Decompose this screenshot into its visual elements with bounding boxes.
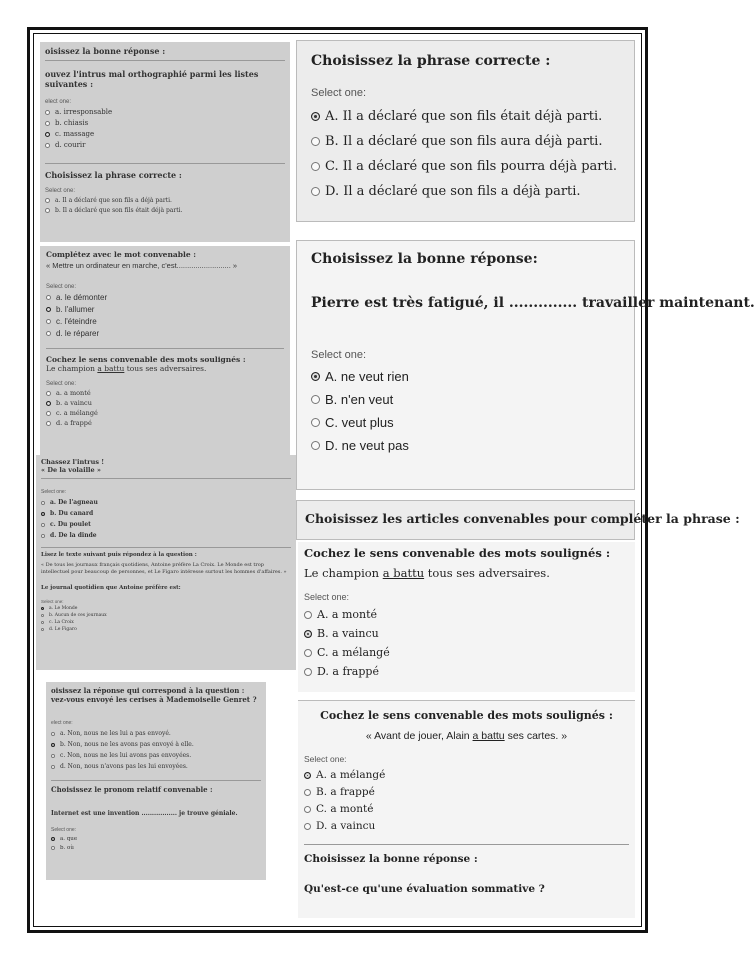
quiz-card-phrase-correcte	[296, 40, 635, 222]
question-text-2: Internet est une invention ................. je trouve géniale.	[51, 810, 238, 817]
question-text-2: Qu'est-ce qu'une évaluation sommative ?	[304, 883, 545, 895]
question-title-2: Choisissez le pronom relatif convenable :	[51, 785, 213, 794]
radio-button[interactable]	[304, 772, 311, 779]
options-list	[45, 108, 285, 149]
radio-button[interactable]	[51, 765, 55, 769]
option-label: a. Il a déclaré que son fils a déjà parti.	[55, 197, 172, 204]
options-list-2	[41, 606, 291, 632]
option-item[interactable]	[45, 119, 285, 127]
radio-button[interactable]	[311, 418, 320, 427]
radio-button[interactable]	[51, 754, 55, 758]
option-item[interactable]	[41, 532, 291, 539]
option-label: A. a mélangé	[316, 769, 386, 781]
option-label: a. De l'agneau	[50, 499, 98, 506]
option-label: D. ne veut pas	[325, 438, 409, 453]
radio-button[interactable]	[51, 732, 55, 736]
option-item[interactable]	[45, 130, 285, 138]
option-label: B. n'en veut	[325, 392, 394, 407]
option-label: B. Il a déclaré que son fils aura déjà parti.	[325, 134, 603, 149]
option-item[interactable]	[311, 109, 620, 124]
question-title: Choisissez la phrase correcte :	[311, 53, 551, 69]
select-one-label: Select one:	[311, 87, 367, 99]
radio-button[interactable]	[46, 411, 51, 416]
question-text: Pierre est très fatigué, il .............. travailler maintenant.	[311, 295, 755, 311]
option-label: C. a monté	[316, 803, 374, 815]
radio-button[interactable]	[311, 137, 320, 146]
option-item[interactable]	[311, 415, 620, 430]
question-title: Cochez le sens convenable des mots soulignés :	[320, 709, 613, 722]
option-item[interactable]	[304, 665, 629, 678]
option-label: b. Non, nous ne les avons pas envoyé à elle.	[60, 741, 194, 748]
radio-button[interactable]	[46, 319, 51, 324]
radio-button[interactable]	[311, 187, 320, 196]
option-item[interactable]	[51, 752, 261, 759]
option-item[interactable]	[304, 769, 629, 781]
radio-button[interactable]	[46, 391, 51, 396]
radio-button[interactable]	[41, 621, 44, 624]
question-title: oisissez la réponse qui correspond à la question :	[51, 686, 245, 695]
radio-button[interactable]	[45, 143, 50, 148]
quiz-card-chassez-intrus	[36, 455, 296, 670]
option-label: C. a mélangé	[317, 646, 390, 659]
radio-button[interactable]	[51, 743, 55, 747]
options-list	[304, 608, 629, 678]
option-label: d. Non, nous n'avons pas les lui envoyées.	[60, 763, 188, 770]
select-one-label-2: Select one:	[51, 827, 77, 833]
option-item[interactable]	[46, 419, 284, 427]
option-item[interactable]	[41, 499, 291, 506]
radio-button[interactable]	[304, 789, 311, 796]
quiz-card-mot-convenable	[40, 246, 290, 456]
option-label: b. Du canard	[50, 510, 94, 517]
option-item[interactable]	[304, 786, 629, 798]
question-title-2: Choisissez la phrase correcte :	[45, 170, 182, 180]
option-label: C. veut plus	[325, 415, 394, 430]
option-label: D. a vaincu	[316, 820, 376, 832]
option-item[interactable]	[41, 627, 291, 632]
radio-button[interactable]	[41, 512, 45, 516]
radio-button[interactable]	[46, 295, 51, 300]
option-item[interactable]	[51, 845, 261, 851]
question-text: « Avant de jouer, Alain a battu ses cartes. »	[365, 730, 568, 742]
question-text: vez-vous envoyé les cerises à Mademoiselle Genret ?	[51, 695, 257, 704]
question-title: Complétez avec le mot convenable :	[46, 250, 196, 259]
question-title-2: Lisez le texte suivant puis répondez à la question :	[41, 552, 197, 558]
option-item[interactable]	[46, 293, 284, 302]
question-text: « Mettre un ordinateur en marche, c'est.......................... »	[46, 261, 238, 270]
option-item[interactable]	[311, 159, 620, 174]
option-label: c. l'éteindre	[56, 317, 97, 326]
options-list-2	[45, 197, 285, 214]
option-item[interactable]	[41, 521, 291, 528]
option-item[interactable]	[51, 763, 261, 770]
option-item[interactable]	[311, 134, 620, 149]
radio-button[interactable]	[45, 110, 50, 115]
option-item[interactable]	[46, 389, 284, 397]
radio-button[interactable]	[304, 630, 312, 638]
radio-button[interactable]	[41, 501, 45, 505]
question-text-2: Le journal quotidien que Antoine préfère est:	[41, 585, 181, 591]
options-list	[46, 293, 284, 338]
options-list	[311, 369, 620, 453]
option-label: A. ne veut rien	[325, 369, 409, 384]
radio-button[interactable]	[45, 198, 50, 203]
option-item[interactable]	[46, 409, 284, 417]
select-one-label-2: Select one:	[45, 188, 76, 194]
radio-button[interactable]	[51, 846, 55, 850]
option-label: B. a vaincu	[317, 627, 379, 640]
option-item[interactable]	[311, 184, 620, 199]
option-label: d. a frappé	[56, 419, 92, 427]
options-list	[41, 499, 291, 539]
select-one-label: Select one:	[304, 592, 350, 602]
question-title: oisissez la bonne réponse :	[45, 46, 166, 56]
option-label: c. Du poulet	[50, 521, 91, 528]
quiz-card-intrus-orthographe	[40, 42, 290, 242]
option-label: D. Il a déclaré que son fils a déjà parti.	[325, 184, 581, 199]
radio-button[interactable]	[46, 307, 51, 312]
option-label: b. où	[60, 845, 74, 851]
quiz-card-bonne-reponse	[296, 240, 755, 490]
options-list	[311, 109, 620, 199]
select-one-label-2: Select one:	[46, 381, 77, 387]
radio-button[interactable]	[46, 331, 51, 336]
radio-button[interactable]	[46, 401, 51, 406]
option-item[interactable]	[304, 820, 629, 832]
option-item[interactable]	[51, 836, 261, 842]
option-item[interactable]	[41, 613, 291, 618]
option-label: c. La Croix	[49, 620, 74, 625]
radio-button[interactable]	[311, 112, 320, 121]
radio-button[interactable]	[45, 132, 50, 137]
option-label: c. massage	[55, 130, 95, 138]
option-label: d. Le Figaro	[49, 627, 77, 632]
option-label: b. l'allumer	[56, 305, 95, 314]
options-list	[304, 769, 629, 832]
radio-button[interactable]	[304, 668, 312, 676]
question-title: Cochez le sens convenable des mots soulignés :	[304, 546, 611, 560]
options-list-2	[46, 389, 284, 427]
option-item[interactable]	[45, 197, 285, 204]
question-title: Choisissez les articles convenables pour compléter la phrase :	[305, 511, 740, 526]
option-item[interactable]	[46, 317, 284, 326]
quiz-card-sens-alain	[298, 700, 635, 918]
radio-button[interactable]	[41, 523, 45, 527]
option-label: B. a frappé	[316, 786, 375, 798]
option-label: b. Il a déclaré que son fils était déjà parti.	[55, 207, 183, 214]
radio-button[interactable]	[304, 611, 312, 619]
option-item[interactable]	[304, 627, 629, 640]
option-label: b. a vaincu	[56, 399, 92, 407]
quiz-card-articles	[296, 500, 740, 540]
select-one-label-2: Select one:	[41, 599, 64, 604]
select-one-label: Select one:	[41, 489, 67, 495]
select-one-label: elect one:	[45, 99, 72, 105]
radio-button[interactable]	[304, 806, 311, 813]
question-text: Le champion a battu tous ses adversaires.	[304, 566, 550, 580]
radio-button[interactable]	[45, 121, 50, 126]
option-item[interactable]	[45, 108, 285, 116]
option-label: d. courir	[55, 141, 86, 149]
option-item[interactable]	[304, 803, 629, 815]
radio-button[interactable]	[304, 649, 312, 657]
option-item[interactable]	[304, 608, 629, 621]
option-label: D. a frappé	[317, 665, 379, 678]
select-one-label: Select one:	[46, 284, 77, 290]
option-label: C. Il a déclaré que son fils pourra déjà parti.	[325, 159, 618, 174]
radio-button[interactable]	[311, 441, 320, 450]
radio-button[interactable]	[41, 534, 45, 538]
radio-button[interactable]	[41, 607, 44, 610]
reading-text: « De tous les journaux français quotidiens, Antoine préfère La Croix. Le Monde est trop intellectuel pour beaucoup de personnes, et Le Figaro intéresse surtout les hommes d'affaires. »	[41, 562, 287, 575]
option-label: a. Non, nous ne les lui a pas envoyé.	[60, 730, 171, 737]
select-one-label: elect one:	[51, 720, 73, 726]
option-item[interactable]	[46, 305, 284, 314]
question-title: Choisissez la bonne réponse:	[311, 251, 538, 267]
option-label: d. De la dinde	[50, 532, 97, 539]
option-item[interactable]	[311, 438, 620, 453]
option-item[interactable]	[311, 369, 620, 384]
option-label: c. Non, nous ne les lui avons pas envoyées.	[60, 752, 192, 759]
radio-button[interactable]	[311, 162, 320, 171]
option-label: b. chiasis	[55, 119, 89, 127]
radio-button[interactable]	[45, 208, 50, 213]
option-item[interactable]	[41, 606, 291, 611]
radio-button[interactable]	[41, 628, 44, 631]
question-title-2: Cochez le sens convenable des mots soulignés :	[46, 355, 246, 364]
radio-button[interactable]	[311, 395, 320, 404]
question-title: Chassez l'intrus !	[41, 458, 105, 466]
option-item[interactable]	[41, 620, 291, 625]
option-item[interactable]	[311, 392, 620, 407]
radio-button[interactable]	[304, 823, 311, 830]
question-title-2: Choisissez la bonne réponse :	[304, 853, 478, 865]
option-label: a. Le Monde	[49, 606, 78, 611]
question-text: ouvez l'intrus mal orthographié parmi les listes suivantes :	[45, 69, 259, 89]
option-label: c. a mélangé	[56, 409, 98, 417]
option-item[interactable]	[45, 141, 285, 149]
option-label: a. a monté	[56, 389, 91, 397]
option-item[interactable]	[41, 510, 291, 517]
select-one-label: Select one:	[304, 754, 347, 764]
select-one-label: Select one:	[311, 349, 367, 361]
options-list	[51, 730, 261, 770]
option-item[interactable]	[45, 207, 285, 214]
radio-button[interactable]	[46, 421, 51, 426]
option-label: d. le réparer	[56, 329, 100, 338]
option-item[interactable]	[51, 730, 261, 737]
quiz-card-reponse-question	[46, 682, 266, 880]
option-label: a. que	[60, 836, 78, 842]
radio-button[interactable]	[311, 372, 320, 381]
option-label: b. Aucun de ces journaux	[49, 613, 107, 618]
option-item[interactable]	[46, 399, 284, 407]
option-item[interactable]	[46, 329, 284, 338]
option-label: A. Il a déclaré que son fils était déjà parti.	[325, 109, 603, 124]
question-text-2: Le champion a battu tous ses adversaires.	[46, 364, 207, 373]
option-item[interactable]	[51, 741, 261, 748]
option-item[interactable]	[304, 646, 629, 659]
quiz-card-sens-champion	[298, 542, 635, 692]
options-list-2	[51, 836, 261, 851]
radio-button[interactable]	[51, 837, 55, 841]
option-label: a. le démonter	[56, 293, 108, 302]
radio-button[interactable]	[41, 614, 44, 617]
question-text: « De la volaille »	[41, 466, 101, 474]
option-label: a. irresponsable	[55, 108, 113, 116]
option-label: A. a monté	[317, 608, 378, 621]
